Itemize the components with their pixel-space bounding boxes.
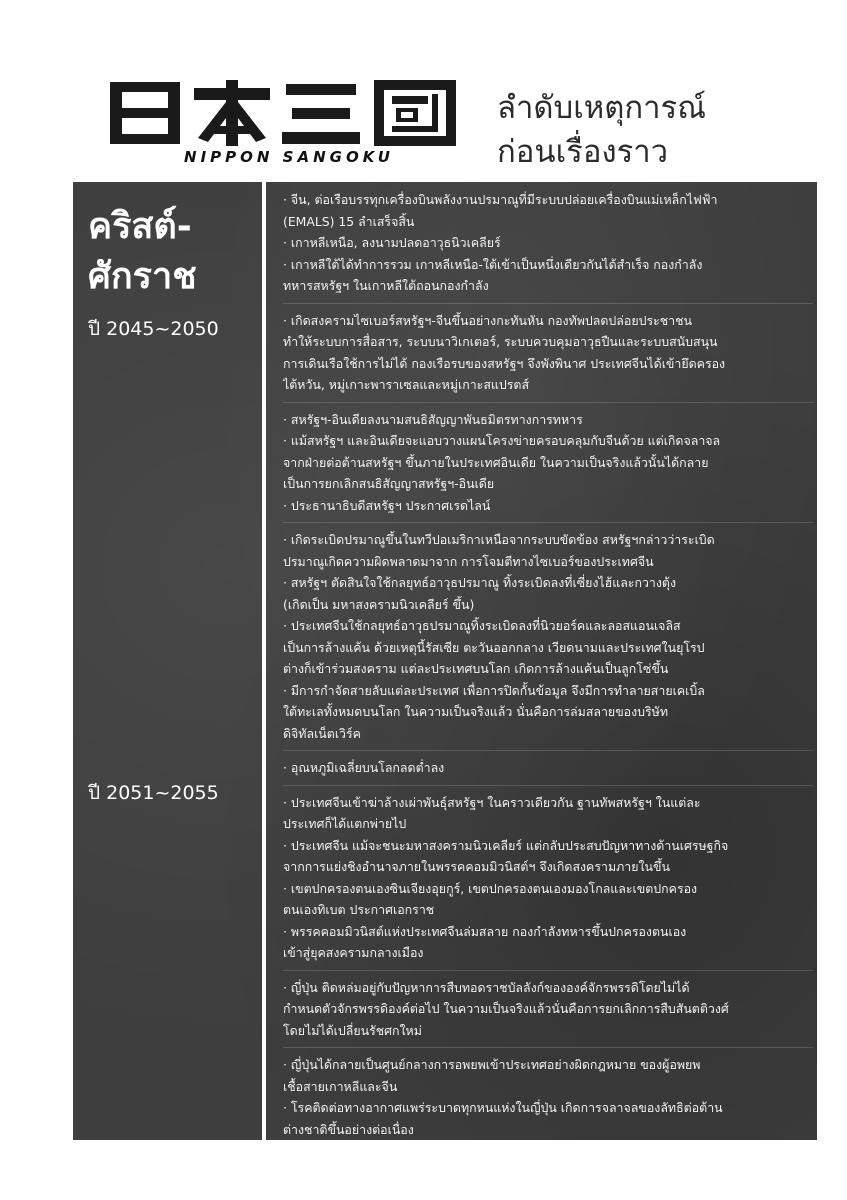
nippon-sangoku-logo bbox=[108, 78, 460, 166]
event-line: จากการแย่งชิงอำนาจภายในพรรคคอมมิวนิสต์ฯ จึงเกิดสงครามภายในขึ้น bbox=[283, 859, 670, 874]
event-block bbox=[283, 792, 813, 964]
event-line: (EMALS) 15 ลำเสร็จสิ้น bbox=[283, 213, 415, 229]
logo-glyphs bbox=[108, 78, 460, 148]
era-column bbox=[73, 182, 262, 1140]
event-line: · เขตปกครองตนเองซินเจียงอุยกูร์, เขตปกครองตนเองมองโกลและเขตปกครอง bbox=[283, 880, 698, 896]
block-separator bbox=[283, 970, 813, 971]
event-line: ต่างชาติขึ้นอย่างต่อเนื่อง bbox=[283, 1121, 414, 1137]
event-line: ต่างก็เข้าร่วมสงคราม แต่ละประเทศบนโลก เกิดการล้างแค้นเป็นลูกโซ่ขึ้น bbox=[283, 661, 669, 676]
event-line: · พรรคคอมมิวนิสต์แห่งประเทศจีนล่มสลาย กองกำลังทหารขึ้นปกครองตนเอง bbox=[283, 923, 687, 939]
title-line-1: ลำดับเหตุการณ์ bbox=[497, 90, 706, 126]
event-line: ทหารสหรัฐฯ ในเกาหลีใต้ถอนกองกำลัง bbox=[283, 278, 489, 293]
logo-subtitle: NIPPON SANGOKU bbox=[184, 148, 394, 166]
event-line: ไต้หวัน, หมู่เกาะพาราเซลและหมู่เกาะสแปรตส์ bbox=[283, 377, 530, 392]
event-line: ประเทศก็ได้แตกพ่ายไป bbox=[283, 816, 407, 831]
event-line: กำหนดตัวจักรพรรดิองค์ต่อไป ในความเป็นจริงแล้วนั่นคือการยกเลิกการสืบสันตติวงศ์ bbox=[283, 1001, 729, 1016]
column-divider bbox=[262, 182, 266, 1140]
event-line: เป็นการยกเลิกสนธิสัญญาสหรัฐฯ-อินเดีย bbox=[283, 476, 495, 491]
event-line: · จีน, ต่อเรือบรรทุกเครื่องบินพลังงานปรมาณูที่มีระบบปล่อยเครื่องบินแม่เหล็กไฟฟ้า bbox=[283, 192, 718, 207]
block-separator bbox=[283, 402, 813, 403]
era-title-line-1: คริสต์- bbox=[88, 206, 192, 247]
event-line: · ประเทศจีน แม้จะชนะมหาสงครามนิวเคลียร์ แต่กลับประสบปัญหาทางด้านเศรษฐกิจ bbox=[283, 837, 729, 853]
era-title-line-2: ศักราช bbox=[88, 256, 197, 297]
event-line: · ประเทศจีนเข้าฆ่าล้างเผ่าพันธุ์สหรัฐฯ ในคราวเดียวกัน ฐานทัพสหรัฐฯ ในแต่ละ bbox=[283, 794, 701, 810]
event-line: ใต้ทะเลทั้งหมดบนโลก ในความเป็นจริงแล้ว นั่นคือการล่มสลายของบริษัท bbox=[283, 704, 669, 719]
event-line: · ประธานาธิบดีสหรัฐฯ ประกาศเรดไลน์ bbox=[283, 497, 491, 513]
event-line: · โรคติดต่อทางอากาศแพร่ระบาดทุกหนแห่งในญี่ปุ่น เกิดการจลาจลของลัทธิต่อต้าน bbox=[283, 1100, 723, 1115]
event-line: · เกิดระเบิดปรมาณูขึ้นในทวีปอเมริกาเหนือจากระบบขัดข้อง สหรัฐฯกล่าวว่าระเบิด bbox=[283, 532, 715, 547]
events-column bbox=[283, 189, 813, 1139]
block-separator bbox=[283, 785, 813, 786]
event-line: · แม้สหรัฐฯ และอินเดียจะแอบวางแผนโครงข่ายครอบคลุมกับจีนด้วย แต่เกิดจลาจล bbox=[283, 433, 721, 448]
event-block bbox=[283, 189, 813, 297]
event-line: เป็นการล้างแค้น ด้วยเหตุนี้รัสเซีย ตะวันออกกลาง เวียดนามและประเทศในยุโรป bbox=[283, 639, 705, 655]
block-separator bbox=[283, 522, 813, 523]
block-separator bbox=[283, 750, 813, 751]
event-block bbox=[283, 757, 813, 779]
event-line: จากฝ่ายต่อต้านสหรัฐฯ ขึ้นภายในประเทศอินเดีย ในความเป็นจริงแล้วนั้นได้กลาย bbox=[283, 454, 709, 470]
event-block bbox=[283, 1054, 813, 1139]
event-line: เข้าสู่ยุคสงครามกลางเมือง bbox=[283, 945, 424, 960]
event-line: เชื้อสายเกาหลีและจีน bbox=[283, 1078, 398, 1094]
year-range-2: ปี 2051~2055 bbox=[88, 782, 219, 804]
event-line: · เกิดสงครามไซเบอร์สหรัฐฯ-จีนขึ้นอย่างกะทันหัน กองทัพปลดปล่อยประชาชน bbox=[283, 312, 692, 328]
event-block bbox=[283, 409, 813, 517]
year-range-1: ปี 2045~2050 bbox=[88, 318, 219, 340]
era-title bbox=[88, 202, 263, 302]
event-block bbox=[283, 529, 813, 744]
event-line: (เกิดเป็น มหาสงครามนิวเคลียร์ ขึ้น) bbox=[283, 596, 475, 612]
event-line: · เกาหลีเหนือ, ลงนามปลดอาวุธนิวเคลียร์ bbox=[283, 235, 501, 250]
event-line: โดยไม่ได้เปลี่ยนรัชศกใหม่ bbox=[283, 1022, 422, 1038]
event-line: การเดินเรือใช้การไม่ได้ กองเรือรบของสหรัฐฯ จึงพังพินาศ ประเทศจีนได้เข้ายึดครอง bbox=[283, 355, 726, 371]
event-line: · ประเทศจีนใช้กลยุทธ์อาวุธปรมาณูทิ้งระเบิดลงที่นิวยอร์คและลอสแอนเจลิส bbox=[283, 618, 681, 633]
title-line-2: ก่อนเรื่องราว bbox=[497, 134, 669, 170]
event-line: ตนเองทิเบต ประกาศเอกราช bbox=[283, 902, 435, 917]
event-line: · สหรัฐฯ-อินเดียลงนามสนธิสัญญาพันธมิตรทางการทหาร bbox=[283, 411, 583, 427]
block-separator bbox=[283, 303, 813, 304]
event-line: · เกาหลีใต้ได้ทำการรวม เกาหลีเหนือ-ใต้เข้าเป็นหนึ่งเดียวกันได้สำเร็จ กองกำลัง bbox=[283, 256, 703, 272]
event-line: ทำให้ระบบการสื่อสาร, ระบบนาวิเกเตอร์, ระบบควบคุมอาวุธปืนและระบบสนับสนุน bbox=[283, 334, 718, 349]
block-separator bbox=[283, 1047, 813, 1048]
event-line: · มีการกำจัดสายลับแต่ละประเทศ เพื่อการปิดกั้นข้อมูล จึงมีการทำลายสายเคเบิ้ล bbox=[283, 682, 705, 698]
event-line: ปรมาณูเกิดความผิดพลาดมาจาก การโจมตีทางไซเบอร์ของประเทศจีน bbox=[283, 553, 654, 569]
event-line: · ญี่ปุ่น ติดหล่มอยู่กับปัญหาการสืบทอดราชบัลลังก์ขององค์จักรพรรดิโดยไม่ได้ bbox=[283, 979, 690, 995]
event-line: ดิจิทัลเน็ตเวิร์ค bbox=[283, 725, 361, 741]
event-line: · สหรัฐฯ ตัดสินใจใช้กลยุทธ์อาวุธปรมาณู ทิ้งระเบิดลงที่เซี่ยงไฮ้และกวางตุ้ง bbox=[283, 575, 677, 590]
event-block bbox=[283, 977, 813, 1042]
event-line: · ญี่ปุ่นได้กลายเป็นศูนย์กลางการอพยพเข้าประเทศอย่างผิดกฎหมาย ของผู้อพยพ bbox=[283, 1057, 701, 1072]
event-line: · อุณหภูมิเฉลี่ยบนโลกลดต่ำลง bbox=[283, 760, 445, 775]
page-title bbox=[497, 86, 817, 174]
event-block bbox=[283, 310, 813, 396]
